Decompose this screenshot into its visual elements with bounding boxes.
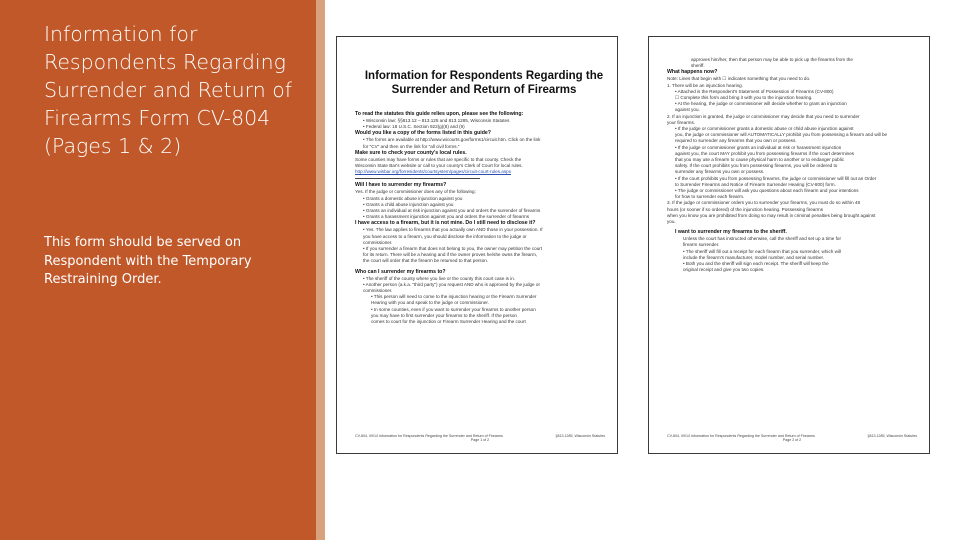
body-line: Yes. If the judge or commissioner does any of the following: <box>355 189 476 195</box>
body-line: • Grants an individual at risk injunction against you and orders the surrender of firearms <box>363 208 541 214</box>
body-line: when you know you are prohibited from doing so may result in criminal penalties being brought against <box>667 212 876 218</box>
body-line: against you, the court MAY prohibit you from possessing firearms if the court determines <box>675 150 855 156</box>
footer-statute: §813.1285, Wisconsin Statutes <box>867 433 917 438</box>
body-line: • The judge or commissioner will ask you questions about each firearm and your intentions <box>675 188 859 194</box>
body-line: • The forms are available at http://www.wicourts.gov/forms1/circuit.htm. Click on the link <box>363 137 541 143</box>
form-title-line-2: Surrender and Return of Firearms <box>391 84 577 96</box>
body-line: required to surrender any firearms that you own or possess. <box>675 138 797 144</box>
form-page-2-content <box>667 57 917 274</box>
body-line: you may have to first surrender your firearms to the sheriff. If the person <box>371 312 517 318</box>
footer-form-id: CV-804, 09/14 Information for Respondents Regarding the Surrender and Return of Firearms <box>355 433 503 438</box>
body-line: ☐ Complete this form and bring it with you to the injunction hearing. <box>675 95 813 101</box>
body-line: comes to court for the injunction or Firearm Surrender Hearing and the court <box>371 319 526 325</box>
body-line: • Yes. The law applies to firearms that you actually own AND those in your possession. If <box>363 227 543 233</box>
body-line: Wisconsin State Bar's website or call to your county's Clerk of Court for local rules. <box>355 163 523 169</box>
form-page-1-image <box>336 36 618 454</box>
body-line: include the firearm's manufacturer, model number, and serial number. <box>683 254 825 260</box>
body-line: firearm surrender. <box>683 242 720 248</box>
section-heading: To read the statutes this guide relies upon, please see the following: <box>355 111 524 117</box>
body-line: • Grants a child abuse injunction against you <box>363 201 454 207</box>
body-line: • Another person (a.k.a. "third party") you request AND who is approved by the judge or <box>363 281 540 287</box>
section-heading: Will I have to surrender my firearms? <box>355 182 447 189</box>
section-heading: Would you like a copy of the forms listed in this guide? <box>355 130 491 137</box>
form-page-1-content <box>355 111 605 325</box>
body-line: 2. If an injunction is granted, the judge or commissioner may decide that you need to surrender <box>667 113 860 119</box>
body-line: you, the judge or commissioner will AUTOMATICALLY prohibit you from possessing a firearm and will be <box>675 132 888 138</box>
body-line: the court will order that the firearm be returned to that person. <box>363 258 489 264</box>
form-page-2-image <box>648 36 930 454</box>
footer-page-number: Page 2 of 2 <box>782 438 802 443</box>
body-line: for its return. There will be a hearing and if the owner proves he/she owns the firearm, <box>363 252 538 258</box>
body-line: commissioner. <box>363 239 393 245</box>
body-line: • If the judge or commissioner grants a domestic abuse or child abuse injunction against <box>675 126 854 132</box>
form-title-line-1: Information for Respondents Regarding the <box>364 70 604 82</box>
body-line: Unless the court has instructed otherwise, call the sheriff and set up a time for <box>683 236 841 242</box>
footer-page-number: Page 1 of 2 <box>470 438 490 443</box>
body-line: • At the hearing, the judge or commissioner will decide whether to grant an injunction <box>675 101 847 107</box>
reference-link: http://www.wisbar.org/forresidents/courtsystem/pages/circuit-court-rules.aspx <box>355 169 511 175</box>
body-line: • If the judge or commissioner grants an individual at risk or harassment injunction <box>675 144 842 150</box>
footer-statute: §813.1285, Wisconsin Statutes <box>555 433 605 438</box>
body-line: against you. <box>675 107 700 113</box>
body-line: original receipt and give you two copies. <box>683 267 765 273</box>
body-line: safety. If the court prohibits you from possessing firearms, you will be ordered to <box>675 163 838 169</box>
body-line: hours (or sooner if so ordered) of the injunction hearing. Possessing firearms <box>667 206 824 212</box>
body-line: • If the court prohibits you from possessing firearms, the judge or commissioner will fill out an Order <box>675 175 877 181</box>
section-heading: Who can I surrender my firearms to? <box>355 268 446 275</box>
body-line: approves him/her, then that person may be able to pick up the firearms from the <box>691 57 853 62</box>
body-line: you have access to a firearm, you should disclose the information to the judge or <box>363 233 527 239</box>
body-line: 1. There will be an injunction hearing. <box>667 82 744 88</box>
body-line: • Grants a harassment injunction against you and orders the surrender of firearms <box>363 214 530 220</box>
slide-title: Information for Respondents Regarding Surrender and Return of Firearms Form CV-804 (Pages 1 & 2) <box>44 22 292 158</box>
slide-sidebar <box>0 0 316 540</box>
body-line: • The sheriff of the county where you live or the county this court case is in. <box>363 275 516 281</box>
body-line: • The sheriff will fill out a receipt for each firearm that you surrender, which will <box>683 248 841 254</box>
body-line: • In some counties, even if you want to surrender your firearms to another person <box>371 306 536 312</box>
body-line: to Surrender Firearms and Notice of Firearm Surrender Hearing (CV-800) form. <box>675 181 836 187</box>
body-line: for "CV" and then on the link for "all civil forms." <box>363 143 460 149</box>
body-line: your firearms. <box>667 119 696 125</box>
section-heading: I want to surrender my firearms to the sheriff. <box>675 229 787 236</box>
slide-body-text: This form should be served on Respondent with the Temporary Restraining Order. <box>44 235 252 287</box>
body-line: Note: Lines that begin with ☐ indicates something that you need to do. <box>667 76 811 82</box>
sidebar-edge-stripe <box>316 0 325 540</box>
body-line: • Federal law: 18 U.S.C. Section 922(g)(8) and (9) <box>363 124 465 130</box>
body-line: for how to surrender each firearm. <box>675 194 745 200</box>
body-line: Hearing with you and speak to the judge or commissioner. <box>371 300 489 306</box>
body-line: • Attached is the Respondent's Statement of Possession of Firearms (CV-800) <box>675 88 834 94</box>
form-title <box>361 69 607 97</box>
body-line: you. <box>667 219 676 225</box>
section-heading: What happens now? <box>667 69 718 76</box>
section-heading: Make sure to check your county's local rules. <box>355 149 467 156</box>
body-line: Some counties may have forms or rules that are specific to that county. Check the <box>355 156 522 162</box>
body-line: • Grants a domestic abuse injunction against you <box>363 195 463 201</box>
body-line: 3. If the judge or commissioner orders you to surrender your firearms, you must do so within 48 <box>667 200 861 206</box>
body-line: • Wisconsin law: §§813.12 – 813.125 and 813.1285, Wisconsin Statutes <box>363 118 510 123</box>
body-line: commissioner. <box>363 288 393 294</box>
body-line: • Both you and the sheriff will sign each receipt. The sheriff will keep the <box>683 261 829 267</box>
body-line: that you may use a firearm to cause physical harm to another or to endanger public <box>675 157 845 163</box>
section-divider <box>355 178 480 179</box>
form-page-2-footer <box>667 434 917 443</box>
body-line: sheriff. <box>691 63 705 69</box>
body-line: • This person will need to come to the injunction hearing or the Firearm Surrender <box>371 294 537 300</box>
form-page-1-footer <box>355 434 605 443</box>
body-line: surrender any firearms you own or possess. <box>675 169 765 175</box>
footer-form-id: CV-804, 09/14 Information for Respondents Regarding the Surrender and Return of Firearms <box>667 433 815 438</box>
section-heading: I have access to a firearm, but it is not mine. Do I still need to disclose it? <box>355 220 536 227</box>
body-line: • If you surrender a firearm that does not belong to you, the owner may petition the court <box>363 246 543 252</box>
